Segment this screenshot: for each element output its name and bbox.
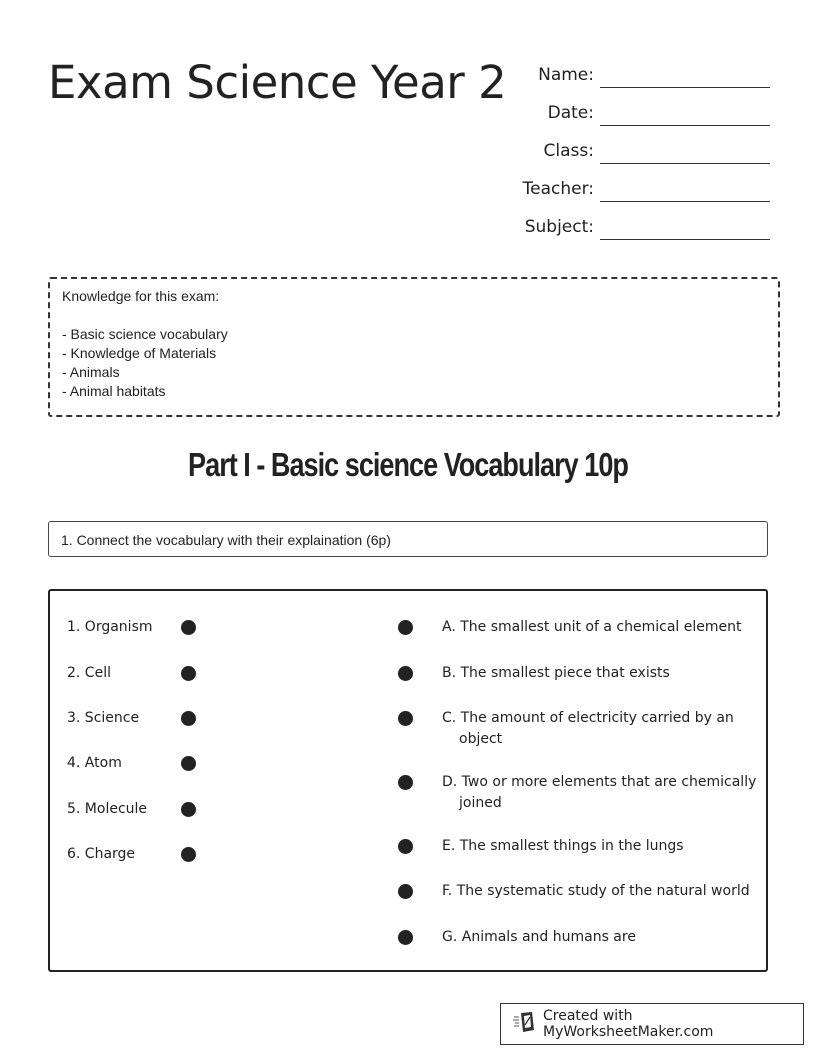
date-field[interactable] <box>500 88 770 126</box>
teacher-label: Teacher: <box>522 179 594 199</box>
knowledge-item: - Basic science vocabulary <box>62 326 228 342</box>
knowledge-item: - Knowledge of Materials <box>62 345 217 361</box>
class-label: Class: <box>543 141 594 161</box>
subject-label: Subject: <box>524 217 594 237</box>
vocab-term: 3. Science <box>67 710 140 726</box>
right-connector-dot[interactable] <box>398 930 413 945</box>
question-prompt: 1. Connect the vocabulary with their explaination (6p) <box>48 521 768 557</box>
right-connector-dot[interactable] <box>398 775 413 790</box>
student-info-fields <box>500 50 770 240</box>
left-connector-dot[interactable] <box>181 802 196 817</box>
right-connector-dot[interactable] <box>398 620 413 635</box>
left-connector-dot[interactable] <box>181 847 196 862</box>
footer-text: Created with MyWorksheetMaker.com <box>543 1008 714 1040</box>
teacher-input-line[interactable] <box>600 175 770 202</box>
subject-input-line[interactable] <box>600 213 770 240</box>
definition: C. The amount of electricity carried by an object <box>442 710 734 747</box>
vocab-term: 5. Molecule <box>67 801 148 817</box>
vocab-term: 6. Charge <box>67 846 136 862</box>
right-connector-dot[interactable] <box>398 666 413 681</box>
right-connector-dot[interactable] <box>398 839 413 854</box>
left-connector-dot[interactable] <box>181 666 196 681</box>
teacher-field[interactable] <box>500 164 770 202</box>
definition: F. The systematic study of the natural world <box>442 883 750 899</box>
left-connector-dot[interactable] <box>181 756 196 771</box>
matching-exercise <box>48 589 768 972</box>
vocab-term: 4. Atom <box>67 755 122 771</box>
page-title: Exam Science Year 2 <box>48 56 507 109</box>
date-label: Date: <box>547 103 594 123</box>
class-field[interactable] <box>500 126 770 164</box>
definition: E. The smallest things in the lungs <box>442 838 684 854</box>
definition: A. The smallest unit of a chemical element <box>442 619 742 635</box>
right-connector-dot[interactable] <box>398 884 413 899</box>
part-heading: Part I - Basic science Vocabulary 10p <box>188 446 628 483</box>
vocab-term: 2. Cell <box>67 665 111 681</box>
knowledge-title: Knowledge for this exam: <box>62 288 220 304</box>
name-input-line[interactable] <box>600 61 770 88</box>
right-connector-dot[interactable] <box>398 711 413 726</box>
knowledge-item: - Animals <box>62 364 120 380</box>
footer-credit[interactable] <box>500 1003 804 1045</box>
knowledge-box <box>48 277 780 417</box>
class-input-line[interactable] <box>600 137 770 164</box>
definition: G. Animals and humans are <box>442 929 636 945</box>
definition: D. Two or more elements that are chemically joined <box>442 774 757 811</box>
worksheet-logo-icon <box>513 1011 543 1037</box>
date-input-line[interactable] <box>600 99 770 126</box>
vocab-term: 1. Organism <box>67 619 153 635</box>
left-connector-dot[interactable] <box>181 711 196 726</box>
name-label: Name: <box>538 65 594 85</box>
knowledge-item: - Animal habitats <box>62 383 166 399</box>
definition: B. The smallest piece that exists <box>442 665 670 681</box>
name-field[interactable] <box>500 50 770 88</box>
left-connector-dot[interactable] <box>181 620 196 635</box>
subject-field[interactable] <box>500 202 770 240</box>
